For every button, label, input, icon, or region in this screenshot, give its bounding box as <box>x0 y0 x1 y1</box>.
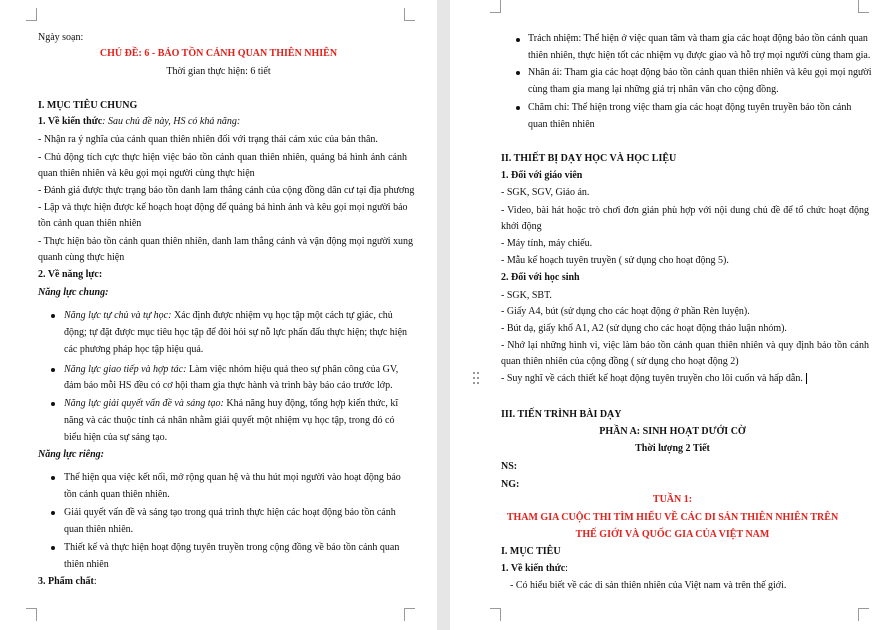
quality-colon: : <box>93 576 97 587</box>
bullet-icon <box>516 106 520 110</box>
duration-line: Thời gian thực hiện: 6 tiết <box>166 66 271 77</box>
knowledge-heading-line <box>38 116 240 128</box>
week-title-line-1: THAM GIA CUỘC THI TÌM HIỂU VỀ CÁC DI SẢN THIÊN NHIÊN TRÊN <box>506 512 839 523</box>
bullet-icon <box>51 368 55 372</box>
general-item-line <box>64 398 398 410</box>
knowledge-heading-line <box>501 563 568 575</box>
ng-label: NG: <box>501 479 520 490</box>
specific-item-line: tồn cảnh quan thiên nhiên. <box>64 489 170 500</box>
section-1-heading: I. MỤC TIÊU CHUNG <box>38 100 138 111</box>
margin-mark-bottom-left <box>26 608 37 621</box>
week-label: TUẦN 1: <box>652 494 693 505</box>
knowledge-line: quan thiên nhiên và kêu gọi mọi người cùng thực hiện <box>38 168 255 179</box>
teacher-heading: 1. Đối với giáo viên <box>501 170 583 181</box>
bullet-icon <box>51 402 55 406</box>
section-3-heading: III. TIẾN TRÌNH BÀI DẠY <box>501 409 622 420</box>
part-a-title: PHẦN A: SINH HOẠT DƯỚI CỜ <box>599 426 746 437</box>
margin-mark-top-left <box>490 0 501 13</box>
document-page-left <box>0 0 437 630</box>
student-line: - Suy nghĩ về cách thiết kế hoạt động tuyên truyền cho lôi cuốn và hấp dẫn. <box>501 373 803 384</box>
quality-heading-line <box>38 576 97 588</box>
knowledge-colon: : <box>565 563 568 574</box>
specific-item-line: quan thiên nhiên. <box>64 524 134 535</box>
competence-heading: 2. Về năng lực: <box>38 269 103 280</box>
specific-item-line: Thể hiện qua việc kết nối, mở rộng quan hệ và thu hút mọi người vào hoạt động bảo <box>64 472 401 483</box>
student-line: - Nhớ lại những hình vi, việc làm bảo tồn cảnh quan thiên nhiên và quy định bảo tồn cảnh <box>501 340 869 351</box>
specific-item-line: thiên nhiên <box>64 559 109 570</box>
knowledge-line: - Đánh giá được thực trạng bảo tồn danh lam thắng cảnh của cộng đồng dân cư tại địa phương <box>38 185 415 196</box>
week-title-line-2: THẾ GIỚI VÀ QUỐC GIA CỦA VIỆT NAM <box>575 529 770 540</box>
quality-heading: 3. Phẩm chất <box>38 576 94 587</box>
text-cursor <box>806 373 807 384</box>
margin-mark-bottom-left <box>490 608 501 621</box>
knowledge-line: quanh cùng thực hiện <box>38 252 125 263</box>
general-item-text: Xác định được nhiệm vụ học tập một cách tự giác, chủ <box>171 310 393 321</box>
specific-item-line: Thiết kế và thực hiện hoạt động tuyên truyền trong cộng đồng về bảo tồn cảnh quan <box>64 542 400 553</box>
teacher-line: - SGK, SGV, Giáo án. <box>501 187 590 198</box>
general-item-line: biểu hiện của sự sáng tạo. <box>64 432 168 443</box>
margin-mark-bottom-right <box>404 608 415 621</box>
knowledge-line: - Chủ động tích cực thực hiện việc bảo tồn cảnh quan thiên nhiên, quảng bá hình ảnh cảnh <box>38 152 407 163</box>
teacher-line: - Video, bài hát hoặc trò chơi đơn giản phù hợp với nội dung chủ đề để tổ chức hoạt động <box>501 205 869 216</box>
section-2-heading: II. THIẾT BỊ DẠY HỌC VÀ HỌC LIỆU <box>501 153 677 164</box>
student-line: - Giấy A4, bút (sử dụng cho các hoạt động ở phần Rèn luyện). <box>501 306 750 317</box>
general-item-text: Làm việc nhóm hiệu quả theo sự phân công của GV, <box>186 364 399 375</box>
quality-item-line: cùng tham gia mang lại những giá trị nhân văn cho cộng đồng. <box>528 84 779 95</box>
knowledge-line: - Nhận ra ý nghĩa của cảnh quan thiên nhiên đối với trạng thái cảm xúc của bản thân. <box>38 134 378 145</box>
teacher-line: - Mẫu kế hoạch tuyên truyền ( sử dụng cho hoạt động 5). <box>501 255 729 266</box>
quality-item-line: Chăm chỉ: Thể hiện trong việc tham gia các hoạt động tuyên truyền bảo tồn cảnh <box>528 102 852 113</box>
general-item-line <box>64 364 398 376</box>
student-line: - Bút dạ, giấy khổ A1, A2 (sử dụng cho các hoạt động thảo luận nhóm). <box>501 323 787 334</box>
bullet-icon <box>51 546 55 550</box>
margin-mark-top-left <box>26 8 37 21</box>
general-item-label: Năng lực giao tiếp và hợp tác: <box>64 364 187 375</box>
teacher-line: khởi động <box>501 221 542 232</box>
student-line: - SGK, SBT. <box>501 290 552 301</box>
specific-competence-label: Năng lực riêng: <box>38 449 104 460</box>
knowledge-line: tồn cảnh quan thiên nhiên <box>38 218 142 229</box>
bullet-icon <box>51 511 55 515</box>
quality-item-line: thiên nhiên, thực hiện tốt các nhiệm vụ được giao và hỗ trợ mọi người cùng tham gia. <box>528 50 871 61</box>
margin-mark-top-right <box>858 0 869 13</box>
bullet-icon <box>51 314 55 318</box>
ns-label: NS: <box>501 461 518 472</box>
drag-handle-icon[interactable] <box>473 372 481 386</box>
general-competence-label: Năng lực chung: <box>38 287 109 298</box>
student-line: quan thiên nhiên của cộng đồng ( sử dụng cho hoạt động 2) <box>501 356 739 367</box>
margin-mark-top-right <box>404 8 415 21</box>
quality-item-line: Nhân ái: Tham gia các hoạt động bảo tồn cảnh quan thiên nhiên và kêu gọi mọi người <box>528 67 872 78</box>
knowledge-line: - Có hiểu biết về các di sản thiên nhiên của Việt nam và trên thế giới. <box>510 580 787 591</box>
objective-heading: I. MỤC TIÊU <box>501 546 561 557</box>
knowledge-heading: 1. Về kiến thức <box>38 116 103 127</box>
knowledge-line: - Lập và thực hiện được kế hoạch hoạt động để quảng bá hình ảnh và kêu gọi mọi người bảo <box>38 202 408 213</box>
general-item-line <box>64 310 393 322</box>
part-a-duration: Thời lượng 2 Tiết <box>635 443 710 454</box>
knowledge-heading: 1. Về kiến thức <box>501 563 566 574</box>
student-heading: 2. Đối với học sinh <box>501 272 580 283</box>
bullet-icon <box>516 38 520 42</box>
bullet-icon <box>516 71 520 75</box>
general-item-text: Khả năng huy động, tổng hợp kiến thức, kĩ <box>223 398 399 409</box>
general-item-line: động; tự đặt được mục tiêu học tập để đòi hỏi sự nỗ lực phấn đấu thực hiện; thực hiện <box>64 327 408 338</box>
general-item-line: năng và các thuộc tính cá nhân nhằm giải quyết một nhiệm vụ học tập, trong đó có <box>64 415 395 426</box>
margin-mark-bottom-right <box>858 608 869 621</box>
teacher-line: - Máy tính, máy chiếu. <box>501 238 593 249</box>
general-item-line: đảm bảo mỗi HS đều có cơ hội tham gia thực hành và trình bày báo cáo trước lớp. <box>64 380 393 391</box>
quality-item-line: Trách nhiệm: Thể hiện ở việc quan tâm và tham gia các hoạt động bảo tồn cảnh quan <box>528 33 868 44</box>
general-item-label: Năng lực giải quyết vấn đề và sáng tạo: <box>64 398 224 409</box>
bullet-icon <box>51 476 55 480</box>
date-line: Ngày soạn: <box>38 32 84 43</box>
knowledge-line: - Thực hiện bảo tồn cảnh quan thiên nhiên, danh lam thắng cảnh và vận động mọi người xung <box>38 236 414 247</box>
topic-title: CHỦ ĐỀ: 6 - BẢO TỒN CẢNH QUAN THIÊN NHIÊN <box>99 48 338 59</box>
general-item-line: các phương pháp học tập hiệu quả. <box>64 344 204 355</box>
knowledge-intro: : Sau chủ đề này, HS có khả năng: <box>102 116 241 127</box>
specific-item-line: Giải quyết vấn đề và sáng tạo trong quá trình thực hiện các hoạt động bảo tồn cảnh <box>64 507 396 518</box>
general-item-label: Năng lực tự chủ và tự học: <box>64 310 172 321</box>
quality-item-line: quan thiên nhiên <box>528 119 595 130</box>
